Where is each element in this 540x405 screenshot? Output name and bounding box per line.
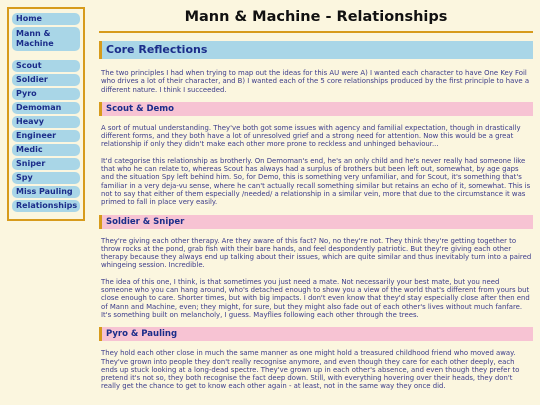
nav-spy[interactable]: Spy — [12, 172, 80, 184]
nav-demoman[interactable]: Demoman — [12, 102, 80, 114]
intro-paragraph: The two principles I had when trying to map out the ideas for this AU were A) I wanted each character to have One Key Foil who drives a lot of their character, and B) I wanted each of the 5 core relationships produced by the first principle to have a different nature. I think I succeeded. — [101, 69, 530, 94]
nav-divider — [12, 53, 80, 60]
scout-demo-paragraph-1: A sort of mutual understanding. They've both got some issues with agency and familial expectation, though in drastically different forms, and they both have a lot of unresolved grief and a strong need for attention. Now this would be a great relationship if only they didn't make each other more prone to reckless and unhinged behaviour... — [101, 123, 521, 149]
heading-scout-demo: Scout & Demo — [99, 102, 533, 116]
nav-medic[interactable]: Medic — [12, 144, 80, 156]
soldier-sniper-paragraph-2: The idea of this one, I think, is that sometimes you just need a mate. Not necessarily your best mate, but you need someone who you can hang around, who's detached enough to show you a view of the world that's different from yours but close enough to care. Shorter times, but with big impacts. I don't even know that they'd stay especially close after then end of Mann and Machine, even; they might, for sure, but they might also fade out of each other's lives without much fanfare. It's something built on melancholy, I guess. Mayflies following each other through the trees. — [101, 277, 530, 319]
nav-sniper[interactable]: Sniper — [12, 158, 80, 170]
scout-demo-paragraph-2: It'd categorise this relationship as brotherly. On Demoman's end, he's an only child and he's never really had someone like that who he can relate to, whereas Scout has always had a surplus of brothers but been left out, somewhat, by age gaps and the situation Spy left behind him. So, for Demo, this is something very unfamiliar, and for Scout, it's something that's familiar in a very deja-vu sense, where he can't actually recall something similar but retains an echo of it, somewhat. This is not to say that either of them especially /needed/ a relationship in a similar vein, more that due to the circumstance it was primed to fall in place very easily. — [101, 156, 531, 207]
nav-soldier[interactable]: Soldier — [12, 74, 80, 86]
nav-miss-pauling[interactable]: Miss Pauling — [12, 186, 80, 198]
section-heading-core-reflections: Core Reflections — [99, 41, 533, 59]
soldier-sniper-paragraph-1: They're giving each other therapy. Are they aware of this fact? No, no they're not. They think they're getting together to throw rocks at the pond, grab fish with their bare hands, and feel despondently patriotic. But they're giving each other therapy because they always end up talking about their issues, which are quite similar and thus inevitably turn into a paired whingeing session. Incredible. — [101, 236, 532, 270]
title-divider — [99, 31, 533, 33]
nav-pyro[interactable]: Pyro — [12, 88, 80, 100]
heading-pyro-pauling: Pyro & Pauling — [99, 327, 533, 341]
heading-soldier-sniper: Soldier & Sniper — [99, 215, 533, 229]
nav-scout[interactable]: Scout — [12, 60, 80, 72]
nav-relationships[interactable]: Relationships — [12, 200, 80, 212]
pyro-pauling-paragraph-1: They hold each other close in much the same manner as one might hold a treasured childhood friend who moved away. They've grown into people they don't really recognise anymore, and even though they care for each other deeply, each ends up stuck looking at a long-dead spectre. They've grown up in each other's absence, and even though they prefer to pretend it's not so, they both recognise the fact deep down. Still, with everything hovering over their heads, they don't really get the chance to get to know each other again - at least, not in the same way they once did. — [101, 349, 520, 391]
nav-mann-and-machine[interactable]: Mann & Machine — [12, 27, 80, 51]
nav-home[interactable]: Home — [12, 13, 80, 25]
nav-engineer[interactable]: Engineer — [12, 130, 80, 142]
main-content — [99, 0, 533, 399]
page-title: Mann & Machine - Relationships — [184, 9, 448, 25]
nav-heavy[interactable]: Heavy — [12, 116, 80, 128]
sidebar-nav — [7, 7, 85, 221]
